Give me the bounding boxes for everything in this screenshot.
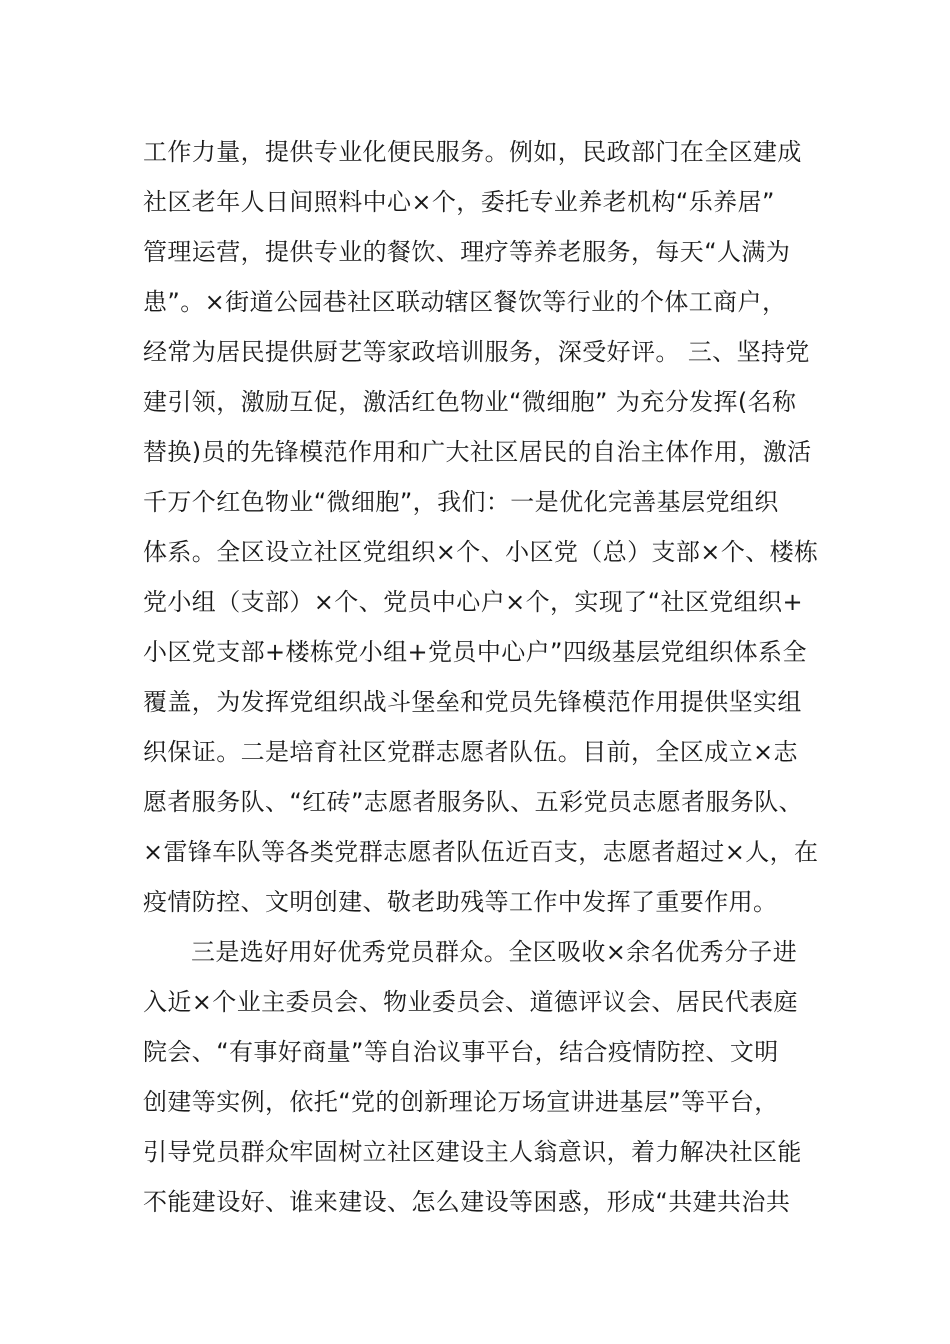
text-line: 患”。×街道公园巷社区联动辖区餐饮等行业的个体工商户， <box>143 288 787 316</box>
text-line: 不能建设好、谁来建设、怎么建设等困惑，形成“共建共治共 <box>143 1188 791 1216</box>
text-line: 覆盖，为发挥党组织战斗堡垒和党员先锋模范作用提供坚实组 <box>143 688 802 716</box>
text-line: 小区党支部+楼栋党小组+党员中心户”四级基层党组织体系全 <box>143 638 807 666</box>
text-line: 院会、“有事好商量”等自治议事平台，结合疫情防控、文明 <box>143 1038 779 1066</box>
text-line: ×雷锋车队等各类党群志愿者队伍近百支，志愿者超过×人，在 <box>143 838 819 866</box>
text-line: 经常为居民提供厨艺等家政培训服务，深受好评。 三、坚持党 <box>143 338 810 366</box>
text-line: 替换)员的先锋模范作用和广大社区居民的自治主体作用，激活 <box>143 438 812 466</box>
text-line: 建引领，激励互促，激活红色物业“微细胞” 为充分发挥(名称 <box>143 388 797 416</box>
text-line: 党小组（支部）×个、党员中心户×个，实现了“社区党组织+ <box>143 588 803 616</box>
text-line: 管理运营，提供专业的餐饮、理疗等养老服务，每天“人满为 <box>143 238 791 266</box>
text-line: 疫情防控、文明创建、敬老助残等工作中发挥了重要作用。 <box>143 888 778 916</box>
text-line: 体系。全区设立社区党组织×个、小区党（总）支部×个、楼栋 <box>143 538 819 566</box>
text-line: 创建等实例，依托“党的创新理论万场宣讲进基层”等平台， <box>143 1088 779 1116</box>
text-line: 入近×个业主委员会、物业委员会、道德评议会、居民代表庭 <box>143 988 798 1016</box>
text-line: 工作力量，提供专业化便民服务。例如，民政部门在全区建成 <box>143 138 802 166</box>
text-line: 引导党员群众牢固树立社区建设主人翁意识，着力解决社区能 <box>143 1138 802 1166</box>
paragraph-first-line: 三是选好用好优秀党员群众。全区吸收×余名优秀分子进 <box>191 938 798 966</box>
text-line: 织保证。二是培育社区党群志愿者队伍。目前，全区成立×志 <box>143 738 798 766</box>
body-text <box>143 127 819 1227</box>
text-line: 愿者服务队、“红砖”志愿者服务队、五彩党员志愿者服务队、 <box>143 788 804 816</box>
text-line: 千万个红色物业“微细胞”，我们：一是优化完善基层党组织 <box>143 488 779 516</box>
text-line: 社区老年人日间照料中心×个，委托专业养老机构“乐养居” <box>143 188 775 216</box>
